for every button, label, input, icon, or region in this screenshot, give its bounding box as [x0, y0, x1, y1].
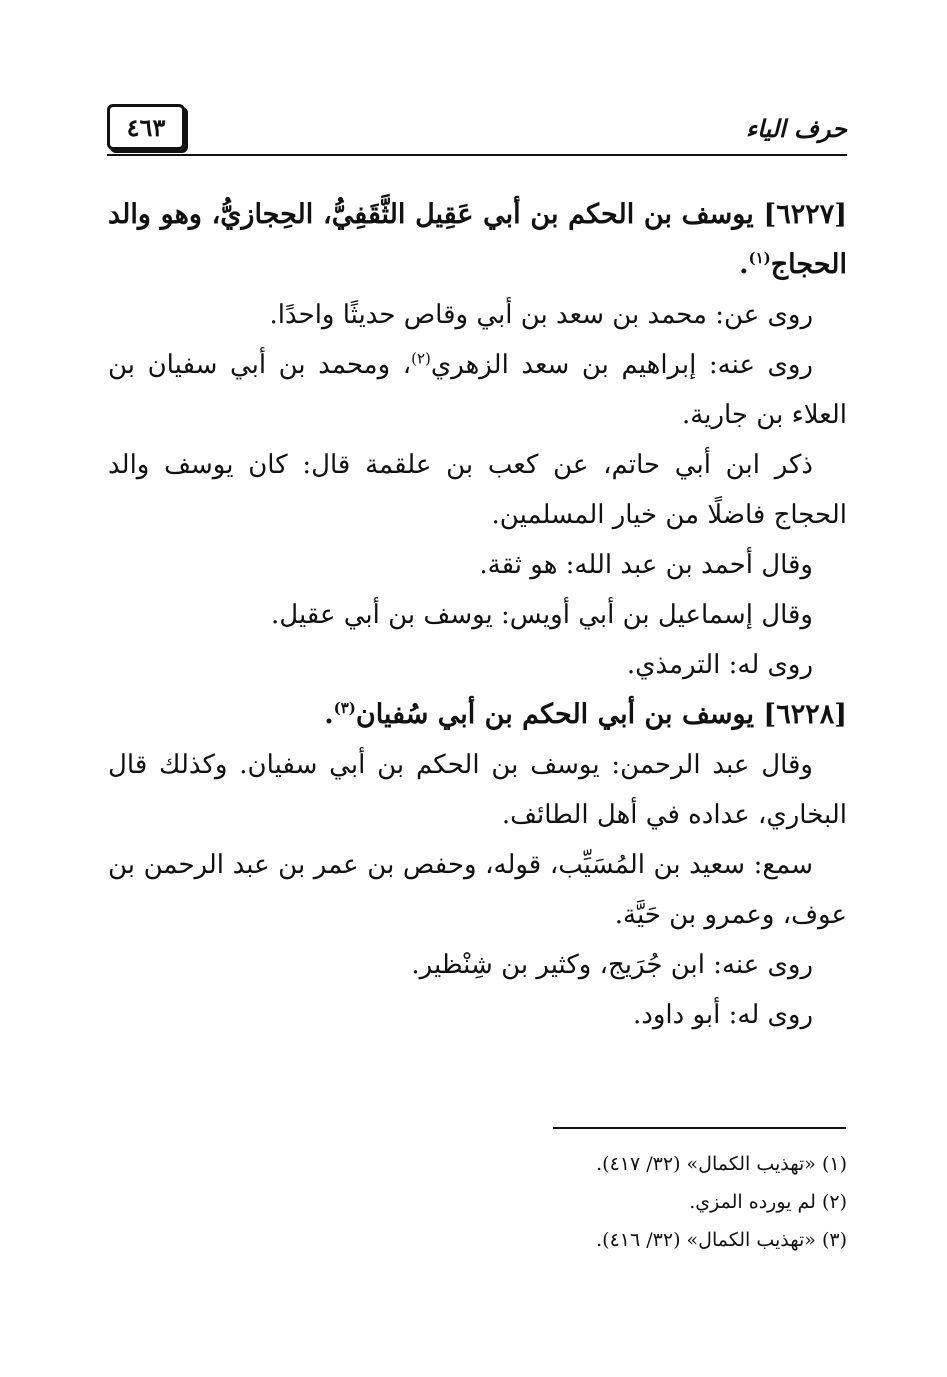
entry-heading-end: .	[739, 249, 749, 280]
header-divider	[107, 154, 847, 156]
footnote-divider	[553, 1127, 846, 1129]
paragraph: وقال إسماعيل بن أبي أويس: يوسف بن أبي عقيل.	[270, 600, 813, 630]
paragraph	[108, 340, 847, 440]
paragraph: روى عنه: ابن جُرَيج، وكثير بن شِنْظير.	[411, 950, 813, 980]
footnote-ref: (١)	[748, 249, 771, 267]
footnote: (٣) «تهذيب الكمال» (٣٢/ ٤١٦).	[596, 1229, 847, 1251]
entry-heading	[108, 190, 847, 290]
footnotes	[347, 1145, 847, 1259]
page-number-box	[107, 104, 185, 150]
footnote: (١) «تهذيب الكمال» (٣٢/ ٤١٧).	[596, 1153, 847, 1175]
paragraph: روى عن: محمد بن سعد بن أبي وقاص حديثًا واحدًا.	[269, 300, 813, 330]
paragraph: روى له: الترمذي.	[626, 650, 813, 680]
footnote: (٢) لم يورده المزي.	[689, 1191, 847, 1213]
entry-title: يوسف بن أبي الحكم بن أبي سُفيان	[355, 699, 755, 730]
entry-number: [٦٢٢٧]	[763, 199, 848, 230]
paragraph: وقال أحمد بن عبد الله: هو ثقة.	[479, 550, 813, 580]
paragraph: روى له: أبو داود.	[633, 1000, 813, 1030]
running-header-title: حرف الياء	[745, 114, 847, 143]
paragraph-text: ، ومحمد بن أبي سفيان بن العلاء بن جارية.	[108, 350, 847, 430]
page-number: ٤٦٣	[126, 112, 166, 142]
paragraph: وقال عبد الرحمن: يوسف بن الحكم بن أبي سفيان. وكذلك قال البخاري، عداده في أهل الطائف.	[108, 750, 847, 830]
entry-title: يوسف بن الحكم بن أبي عَقِيل الثَّقَفِيُّ، الحِجازيُّ، وهو والد الحجاج	[108, 199, 847, 280]
paragraph: ذكر ابن أبي حاتم، عن كعب بن علقمة قال: كان يوسف والد الحجاج فاضلًا من خيار المسلمين.	[108, 450, 847, 530]
main-text	[108, 190, 847, 1040]
footnote-ref: (٢)	[411, 349, 431, 368]
entry-heading	[108, 690, 847, 740]
paragraph-text: روى عنه: إبراهيم بن سعد الزهري	[430, 350, 813, 380]
entry-number: [٦٢٢٨]	[763, 699, 847, 730]
paragraph: سمع: سعيد بن المُسَيِّب، قوله، وحفص بن عمر بن عبد الرحمن بن عوف، وعمرو بن حَيَّة.	[108, 850, 847, 930]
footnote-ref: (٣)	[333, 699, 356, 717]
entry-heading-end: .	[324, 699, 334, 730]
